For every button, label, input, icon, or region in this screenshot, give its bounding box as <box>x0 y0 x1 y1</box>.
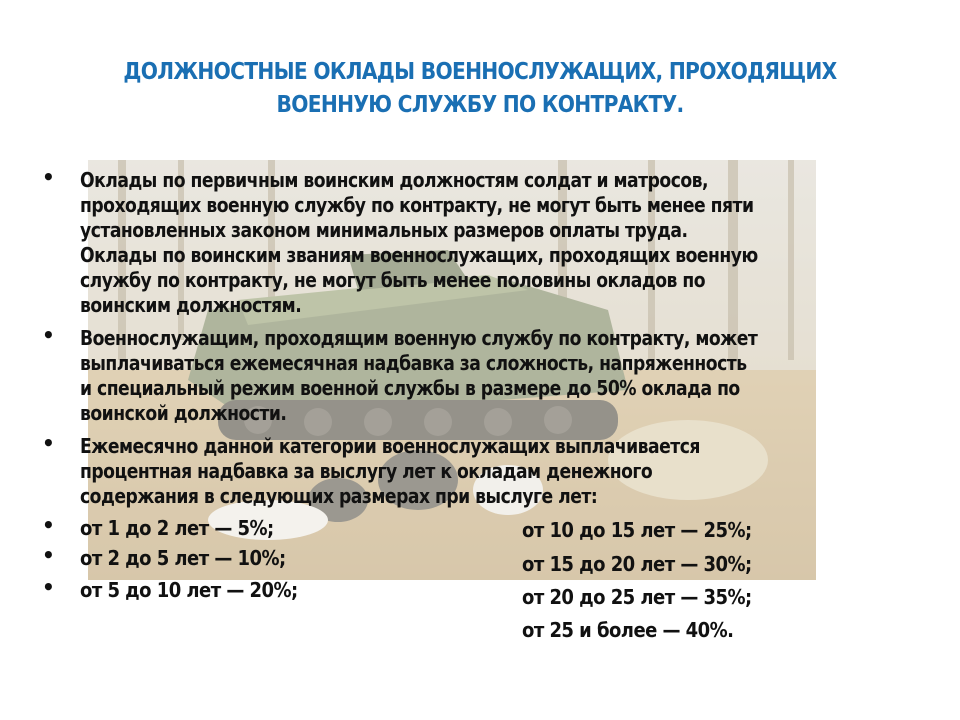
title-line-2: ВОЕННУЮ СЛУЖБУ ПО КОНТРАКТУ. <box>276 92 684 118</box>
bullet-line: установленных законом минимальных размеров оплаты труда. <box>80 218 688 242</box>
bullet-line: Оклады по первичным воинским должностям солдат и матросов, <box>80 168 709 192</box>
bullet-line: воинской должности. <box>80 401 287 425</box>
list-item: от 20 до 25 лет — 35%; <box>522 585 752 609</box>
bullet-line: и специальный режим военной службы в размере до 50% оклада по <box>80 376 740 400</box>
list-item: от 15 до 20 лет — 30%; <box>522 552 752 576</box>
bullet-text <box>80 168 868 318</box>
bullet-line: Оклады по воинским званиям военнослужащих, проходящих военную <box>80 243 758 267</box>
bullet-line: службу по контракту, не могут быть менее половины окладов по <box>80 268 706 292</box>
list-item: от 10 до 15 лет — 25%; <box>522 518 752 542</box>
list-item: от 25 и более — 40%. <box>522 618 734 642</box>
bullet-line: Военнослужащим, проходящим военную службу по контракту, может <box>80 326 758 350</box>
bullet-line: процентная надбавка за выслугу лет к окладам денежного <box>80 459 653 483</box>
list-item-text <box>80 516 295 541</box>
bullet-icon: • <box>42 575 55 599</box>
bullet-line: выплачиваться ежемесячная надбавка за сложность, напряженность <box>80 351 747 375</box>
list-item-text <box>80 546 309 571</box>
bullet-icon: • <box>42 543 55 567</box>
title-line-1: ДОЛЖНОСТНЫЕ ОКЛАДЫ ВОЕННОСЛУЖАЩИХ, ПРОХОДЯЩИХ <box>123 59 837 85</box>
list-item-text <box>80 578 322 603</box>
bullet-text <box>80 434 801 509</box>
list-item-label: от 1 до 2 лет — 5%; <box>80 516 274 540</box>
bullet-text <box>80 326 868 426</box>
bullet-icon: • <box>42 431 55 455</box>
bullet-icon: • <box>42 323 55 347</box>
list-item-label: от 5 до 10 лет — 20%; <box>80 578 298 602</box>
bullet-line: содержания в следующих размерах при выслуге лет: <box>80 484 598 508</box>
bullet-icon: • <box>42 513 55 537</box>
list-item-label: от 2 до 5 лет — 10%; <box>80 546 286 570</box>
bullet-line: воинским должностям. <box>80 293 302 317</box>
bullet-line: проходящих военную службу по контракту, не могут быть менее пяти <box>80 193 754 217</box>
bullet-icon: • <box>42 165 55 189</box>
bullet-line: Ежемесячно данной категории военнослужащих выплачивается <box>80 434 700 458</box>
